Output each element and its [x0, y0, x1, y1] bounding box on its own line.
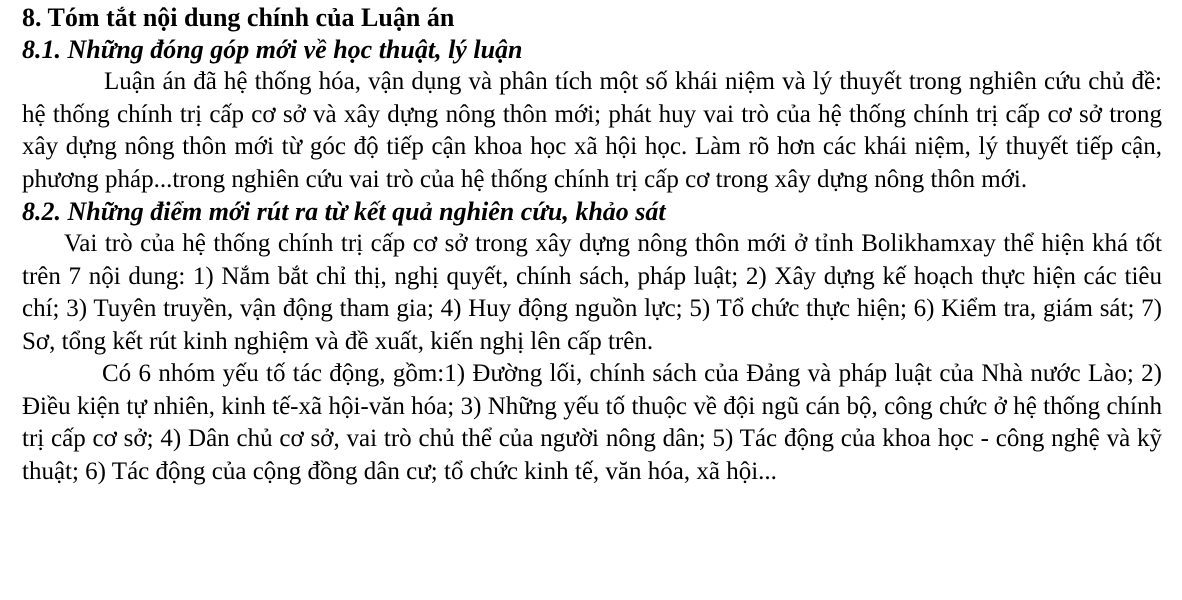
- section-title: 8. Tóm tắt nội dung chính của Luận án: [22, 3, 455, 32]
- paragraph-findings-factors: Có 6 nhóm yếu tố tác động, gồm:1) Đường lối, chính sách của Đảng và pháp luật của Nhà nước Lào; 2) Điều kiện tự nhiên, kinh tế-xã hội-văn hóa; 3) Những yếu tố thuộc về đội ngũ cán bộ, công chức ở hệ thống chính trị cấp cơ sở; 4) Dân chủ cơ sở, vai trò chủ thể của người nông dân; 5) Tác động của khoa học - công nghệ và kỹ thuật; 6) Tác động của cộng đồng dân cư; tổ chức kinh tế, văn hóa, xã hội...: [22, 360, 1162, 485]
- subsection-title-8-2: 8.2. Những điểm mới rút ra từ kết quả nghiên cứu, khảo sát: [22, 197, 666, 226]
- subsection-title-8-1: 8.1. Những đóng góp mới về học thuật, lý luận: [22, 35, 523, 64]
- paragraph-findings-role: Vai trò của hệ thống chính trị cấp cơ sở trong xây dựng nông thôn mới ở tỉnh Bolikhamxay thể hiện khá tốt trên 7 nội dung: 1) Nắm bắt chỉ thị, nghị quyết, chính sách, pháp luật; 2) Xây dựng kế hoạch thực hiện các tiêu chí; 3) Tuyên truyền, vận động tham gia; 4) Huy động nguồn lực; 5) Tổ chức thực hiện; 6) Kiểm tra, giám sát; 7) Sơ, tổng kết rút kinh nghiệm và đề xuất, kiến nghị lên cấp trên.: [22, 230, 1162, 355]
- paragraph-contributions: Luận án đã hệ thống hóa, vận dụng và phân tích một số khái niệm và lý thuyết trong nghiên cứu chủ đề: hệ thống chính trị cấp cơ sở và xây dựng nông thôn mới; phát huy vai trò của hệ thống chính trị cấp cơ sở trong xây dựng nông thôn mới từ góc độ tiếp cận khoa học xã hội học. Làm rõ hơn các khái niệm, lý thuyết tiếp cận, phương pháp...trong nghiên cứu vai trò của hệ thống chính trị cấp cơ trong xây dựng nông thôn mới.: [22, 68, 1162, 193]
